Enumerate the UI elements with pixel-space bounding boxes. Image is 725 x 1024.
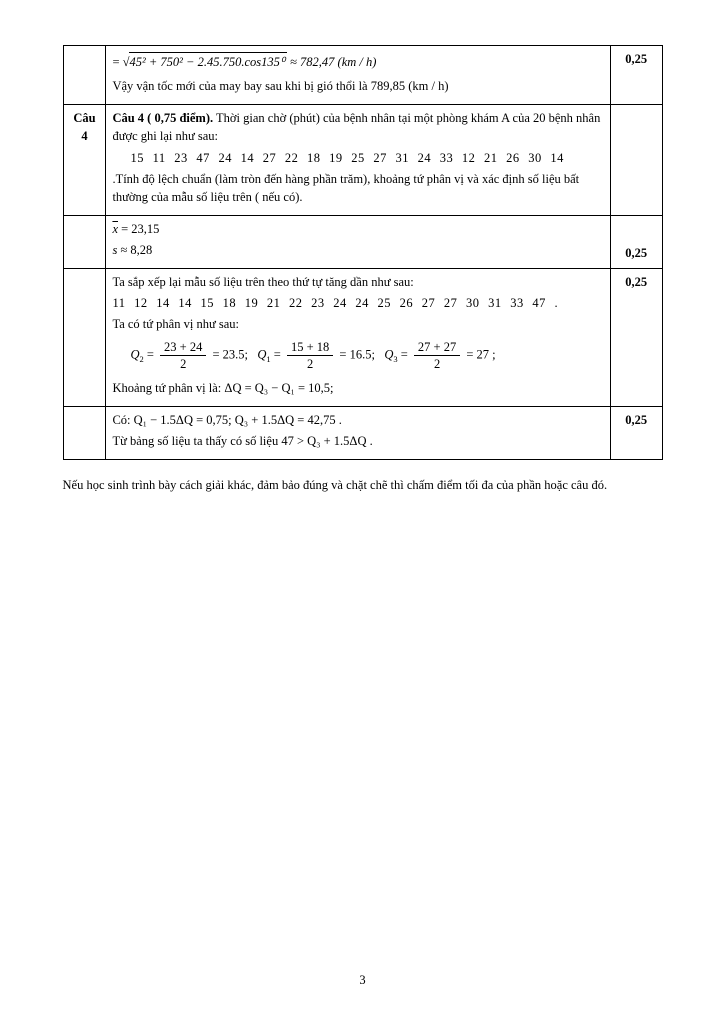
q3-denominator: 2 xyxy=(433,356,441,371)
q2-subscript: 2 xyxy=(139,353,144,364)
table-row xyxy=(63,406,662,459)
row-body-cell xyxy=(106,406,611,459)
q1-subscript: 1 xyxy=(266,353,271,364)
table-row xyxy=(63,46,662,105)
row-body-cell xyxy=(106,215,611,268)
mean-line xyxy=(112,220,604,238)
row-label-cell xyxy=(63,406,106,459)
quartile-intro-text: Ta có tứ phân vị như sau: xyxy=(112,317,239,332)
q1-numerator: 15 + 18 xyxy=(287,340,333,356)
question-statement xyxy=(112,109,604,145)
outlier-conclusion: Từ bảng số liệu ta thấy có số liệu 47 > Q₃ + 1.5ΔQ . xyxy=(112,433,373,448)
iqr-line: Khoảng tứ phân vị là: ΔQ = Q₃ − Q₁ = 10,5; xyxy=(112,380,334,395)
q2-value: = 23.5; xyxy=(212,346,248,361)
row-score-cell xyxy=(610,105,662,216)
row-score-cell: 0,25 xyxy=(610,215,662,268)
row-score-cell: 0,25 xyxy=(610,406,662,459)
q1-symbol: Q xyxy=(257,346,267,361)
formula-equals: = xyxy=(112,55,120,69)
q3-numerator: 27 + 27 xyxy=(414,340,460,356)
sd-line xyxy=(112,241,604,259)
q3-subscript: 3 xyxy=(393,353,398,364)
row-label-cell xyxy=(63,46,106,105)
q1-fraction xyxy=(287,340,333,371)
raw-data-values: 15 11 23 47 24 14 27 22 18 19 25 27 31 24 33 12 21 26 30 14 xyxy=(130,150,564,165)
mean-symbol: $\overline{x}$ xyxy=(112,221,118,236)
table-row xyxy=(63,269,662,407)
page-number: 3 xyxy=(359,973,366,987)
q2-fraction xyxy=(160,340,206,371)
question-task-text: .Tính độ lệch chuẩn (làm tròn đến hàng phần trăm), khoảng tứ phân vị và xác định số liệu bất thường của mẫu số liệu trên ( nếu có). xyxy=(112,171,580,204)
q3-symbol: Q xyxy=(384,346,394,361)
table-row xyxy=(63,105,662,216)
row-score-cell: 0,25 xyxy=(610,269,662,407)
q2-numerator: 23 + 24 xyxy=(160,340,206,356)
radicand: 45² + 750² − 2.45.750.cos135⁰ xyxy=(129,52,287,71)
q3-value: = 27 ; xyxy=(466,346,496,361)
row-label-cell xyxy=(63,269,106,407)
q1-value: = 16.5; xyxy=(339,346,375,361)
sorted-data-values: 11 12 14 14 15 18 19 21 22 23 24 24 25 26 27 27 30 31 33 47 . xyxy=(112,296,559,311)
row-label-cell xyxy=(63,215,106,268)
sd-symbol: s xyxy=(112,243,118,257)
conclusion-text: Vậy vận tốc mới của may bay sau khi bị gió thổi là 789,85 (km / h) xyxy=(112,79,449,94)
sqrt-expression xyxy=(123,52,287,71)
q2-symbol: Q xyxy=(130,346,140,361)
sort-intro-text: Ta sắp xếp lại mẫu số liệu trên theo thứ tự tăng dần như sau: xyxy=(112,275,414,290)
row-body-cell xyxy=(106,105,611,216)
question-number-line2: 4 xyxy=(81,129,88,144)
table-row xyxy=(63,215,662,268)
formula-velocity xyxy=(112,52,604,71)
row-body-cell xyxy=(106,46,611,105)
q3-fraction xyxy=(414,340,460,371)
row-label-cell xyxy=(63,105,106,216)
row-score-cell: 0,25 xyxy=(610,46,662,105)
question-bold-label: Câu 4 ( 0,75 điểm). xyxy=(112,111,214,126)
closing-note: Nếu học sinh trình bày cách giải khác, đảm bảo đúng và chặt chẽ thì chấm điểm tối đa của phần hoặc câu đó. xyxy=(62,477,608,492)
grading-answer-table xyxy=(63,45,663,460)
question-number-line1: Câu xyxy=(73,111,96,126)
q1-denominator: 2 xyxy=(307,356,314,371)
sd-value: ≈ 8,28 xyxy=(120,243,153,257)
quartile-formulas: $Q_2$ = $\frac{23 + 24}{2}$ = 23.5; $Q_1$ = $\frac{15 + 18}{2}$ = 16.5; $Q_3$ = $\frac{27 + 27}{2}$ = 27 ; xyxy=(130,339,496,371)
row-body-cell xyxy=(106,269,611,407)
formula-tail: ≈ 782,47 (km / h) xyxy=(290,55,377,69)
radical-sign: √ xyxy=(122,55,130,69)
q2-denominator: 2 xyxy=(180,356,187,371)
question-text: Thời gian chờ (phút) của bệnh nhân tại một phòng khám A của 20 bệnh nhân được ghi lại như sau: xyxy=(112,111,601,144)
outlier-calculation: Có: Q₁ − 1.5ΔQ = 0,75; Q₃ + 1.5ΔQ = 42,75 . xyxy=(112,412,342,427)
mean-value: = 23,15 xyxy=(121,221,160,236)
